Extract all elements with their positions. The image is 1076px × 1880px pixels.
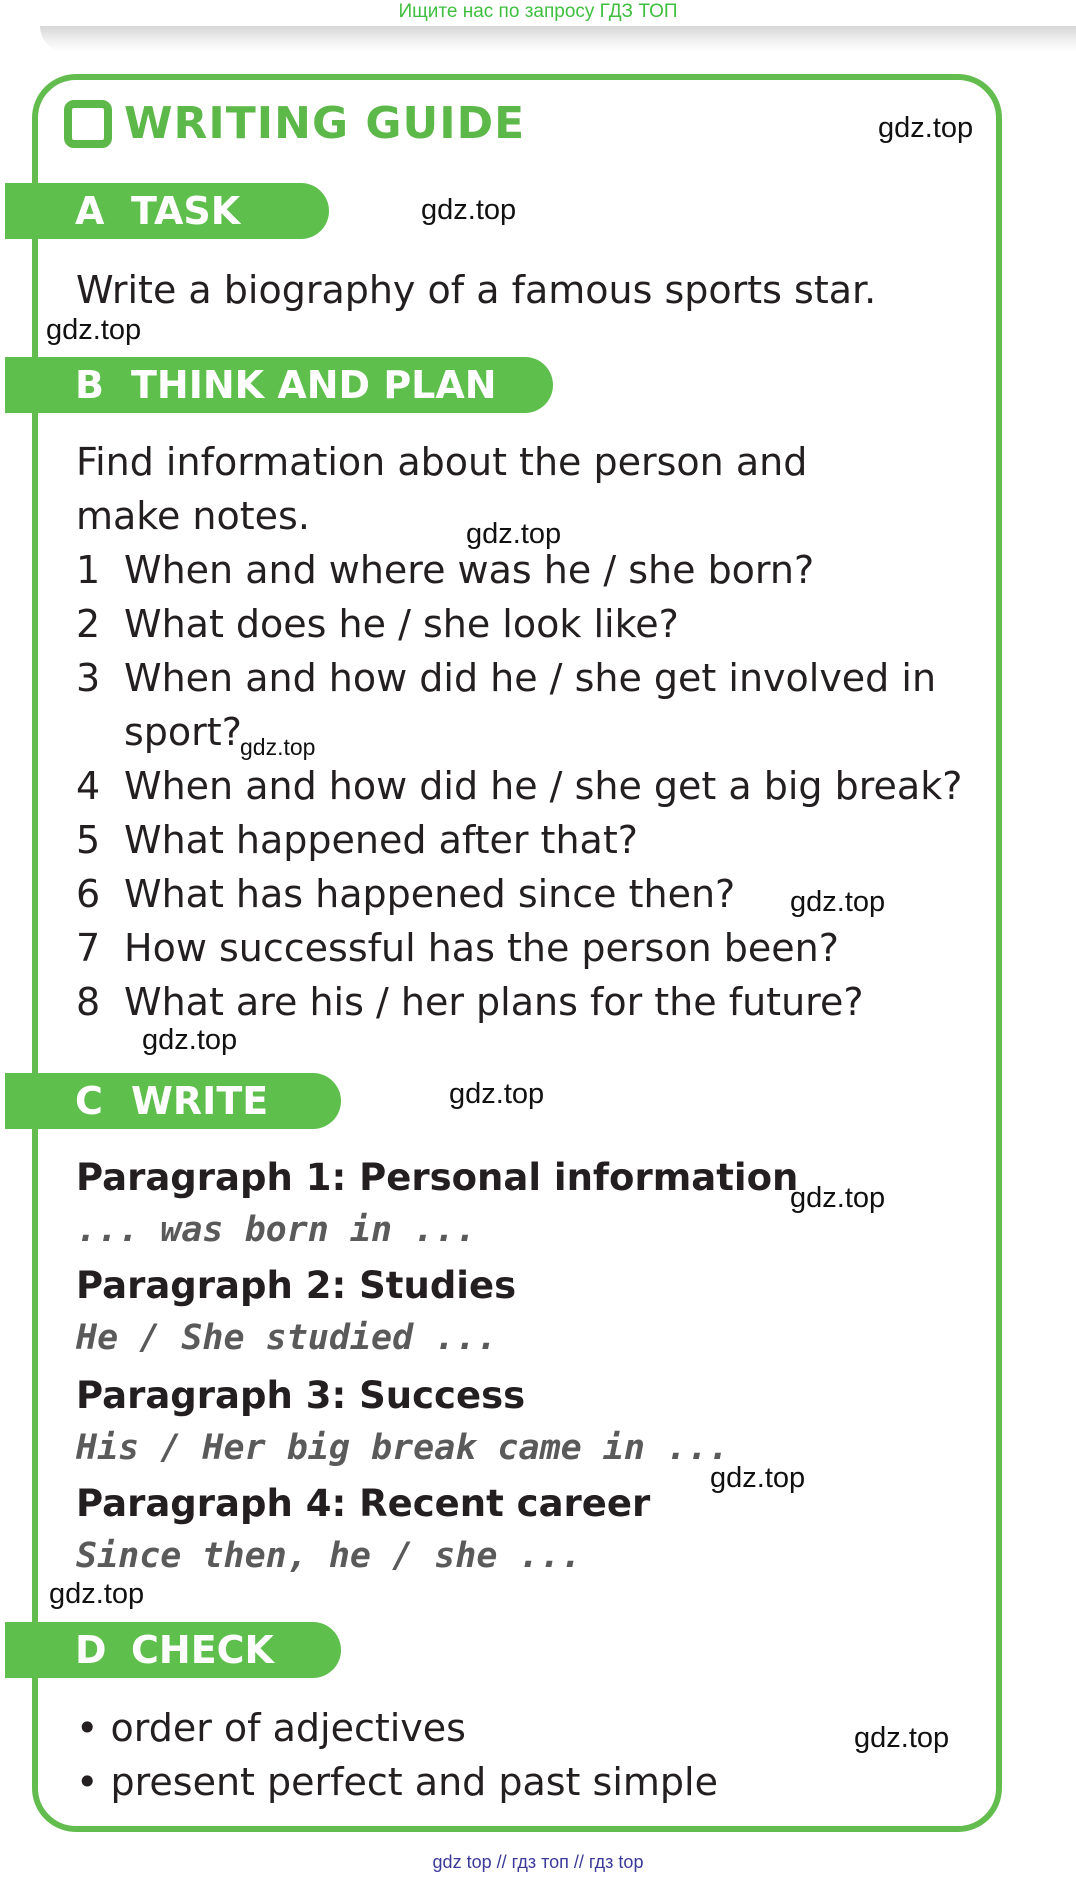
watermark: gdz.top xyxy=(421,194,517,226)
paragraph-heading: Paragraph 1: Personal information xyxy=(76,1156,799,1199)
watermark: gdz.top xyxy=(49,1578,145,1610)
question-number: 6 xyxy=(76,872,101,916)
question-number: 4 xyxy=(76,764,101,808)
question-text: What does he / she look like? xyxy=(124,602,679,646)
question-text: When and where was he / she born? xyxy=(124,548,815,592)
paragraph-example: He / She studied ... xyxy=(76,1318,498,1358)
paragraph-example: His / Her big break came in ... xyxy=(76,1428,730,1468)
check-item xyxy=(76,1706,466,1750)
top-banner[interactable]: Ищите нас по запросу ГДЗ ТОП xyxy=(398,1,678,22)
paragraph-heading: Paragraph 3: Success xyxy=(76,1374,526,1417)
question-text: What has happened since then? xyxy=(124,872,736,916)
paragraph-example: Since then, he / she ... xyxy=(76,1536,582,1576)
watermark: gdz.top xyxy=(449,1078,545,1110)
question-number: 3 xyxy=(76,656,101,700)
bullet-dot: • xyxy=(76,1706,111,1750)
question-text: When and how did he / she get a big break? xyxy=(124,764,963,808)
section-d-header xyxy=(5,1622,341,1678)
watermark: gdz.top xyxy=(790,886,886,918)
question-text-continued: sport? xyxy=(124,710,242,754)
question-text: What are his / her plans for the future? xyxy=(124,980,864,1024)
plan-intro-line-1: Find information about the person and xyxy=(76,440,808,484)
task-text: Write a biography of a famous sports star. xyxy=(76,268,877,312)
guide-title-text: WRITING GUIDE xyxy=(124,98,526,149)
question-number: 7 xyxy=(76,926,101,970)
question-number: 2 xyxy=(76,602,101,646)
watermark: gdz.top xyxy=(46,314,142,346)
question-text: When and how did he / she get involved in xyxy=(124,656,937,700)
question-number: 5 xyxy=(76,818,101,862)
section-title: TASK xyxy=(131,189,241,233)
check-item-text: present perfect and past simple xyxy=(110,1760,718,1804)
check-item xyxy=(76,1760,718,1804)
section-letter: D xyxy=(75,1628,107,1672)
paragraph-example: ... was born in ... xyxy=(76,1210,477,1250)
footer-watermark[interactable]: gdz top // гдз топ // гдз top xyxy=(432,1852,644,1872)
page-edge-shadow xyxy=(40,26,1076,52)
watermark: gdz.top xyxy=(142,1024,238,1056)
question-text: How successful has the person been? xyxy=(124,926,839,970)
section-letter: C xyxy=(75,1079,103,1123)
question-number: 1 xyxy=(76,548,101,592)
section-letter: B xyxy=(75,363,104,407)
question-number: 8 xyxy=(76,980,101,1024)
paragraph-heading: Paragraph 2: Studies xyxy=(76,1264,517,1307)
check-item-text: order of adjectives xyxy=(110,1706,466,1750)
bullet-dot: • xyxy=(76,1760,111,1804)
guide-title xyxy=(64,98,525,149)
watermark: gdz.top xyxy=(854,1722,950,1754)
section-c-header xyxy=(5,1073,341,1129)
section-letter: A xyxy=(75,189,105,233)
section-a-header xyxy=(5,183,329,239)
watermark: gdz.top xyxy=(466,518,562,550)
section-title: THINK AND PLAN xyxy=(131,363,497,407)
square-icon xyxy=(64,100,112,148)
watermark: gdz.top xyxy=(710,1462,806,1494)
watermark: gdz.top xyxy=(790,1182,886,1214)
watermark: gdz.top xyxy=(878,112,974,144)
plan-intro-line-2: make notes. xyxy=(76,494,310,538)
watermark: gdz.top xyxy=(240,734,316,760)
section-title: CHECK xyxy=(131,1628,274,1672)
question-text: What happened after that? xyxy=(124,818,638,862)
section-b-header xyxy=(5,357,553,413)
section-title: WRITE xyxy=(131,1079,269,1123)
paragraph-heading: Paragraph 4: Recent career xyxy=(76,1482,651,1525)
